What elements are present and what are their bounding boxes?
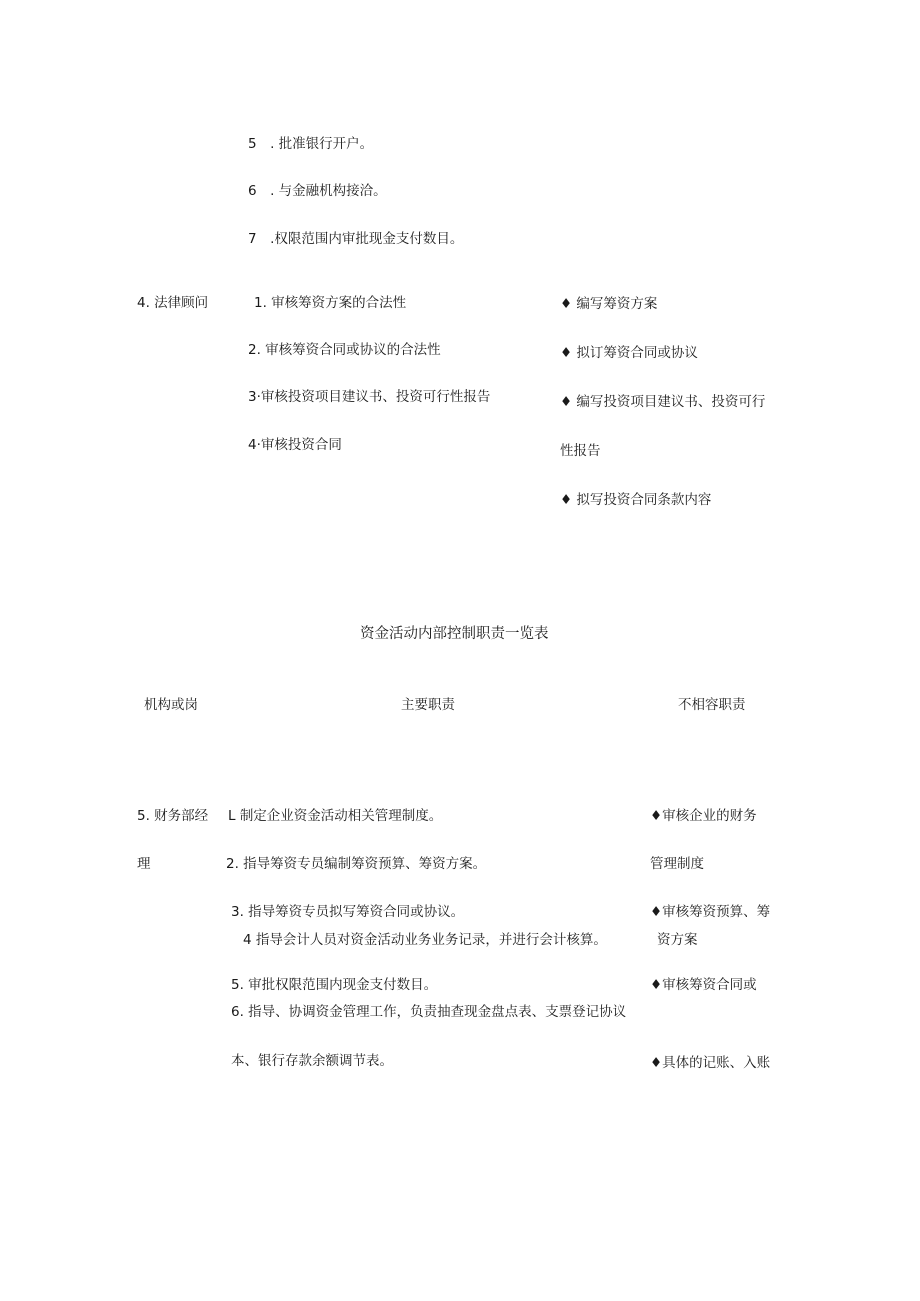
role-finance-manager: 5. 财务部经 xyxy=(137,808,209,824)
finance-incompatible-1-cont: 管理制度 xyxy=(650,856,704,872)
header-role: 机构或岗 xyxy=(144,697,198,713)
list-item-7: 7 .权限范围内审批现金支付数目。 xyxy=(248,231,464,247)
legal-duty-4: 4·审核投资合同 xyxy=(248,437,342,453)
legal-duty-1: 1. 审核筹资方案的合法性 xyxy=(254,295,407,311)
role-finance-manager-cont: 理 xyxy=(137,856,151,872)
finance-duty-4: 4 指导会计人员对资金活动业务业务记录，并进行会计核算。 xyxy=(243,932,607,948)
legal-incompatible-4: ♦ 拟写投资合同条款内容 xyxy=(560,492,712,508)
finance-duty-2: 2. 指导筹资专员编制筹资预算、筹资方案。 xyxy=(226,856,487,872)
legal-incompatible-2: ♦ 拟订筹资合同或协议 xyxy=(560,345,698,361)
finance-duty-6-cont: 本、银行存款余额调节表。 xyxy=(231,1053,393,1069)
legal-duty-3: 3·审核投资项目建议书、投资可行性报告 xyxy=(248,389,491,405)
header-incompatible: 不相容职责 xyxy=(678,697,746,713)
finance-incompatible-2-cont: 资方案 xyxy=(657,932,698,948)
finance-duty-6: 6. 指导、协调资金管理工作，负责抽查现金盘点表、支票登记协议 xyxy=(231,1004,627,1020)
finance-duty-1: L 制定企业资金活动相关管理制度。 xyxy=(228,808,443,824)
legal-incompatible-1: ♦ 编写筹资方案 xyxy=(560,296,658,312)
legal-incompatible-3: ♦ 编写投资项目建议书、投资可行 xyxy=(560,394,766,410)
finance-incompatible-4: ♦具体的记账、入账 xyxy=(650,1055,771,1071)
finance-incompatible-3: ♦审核筹资合同或 xyxy=(650,977,757,993)
finance-incompatible-1: ♦审核企业的财务 xyxy=(650,808,757,824)
list-item-6: 6 . 与金融机构接洽。 xyxy=(248,183,387,199)
table-title: 资金活动内部控制职责一览表 xyxy=(360,626,549,642)
legal-duty-2: 2. 审核筹资合同或协议的合法性 xyxy=(248,342,441,358)
list-item-5: 5 . 批准银行开户。 xyxy=(248,136,374,152)
finance-incompatible-2: ♦审核筹资预算、筹 xyxy=(650,904,771,920)
legal-incompatible-3-cont: 性报告 xyxy=(560,443,601,459)
finance-duty-3: 3. 指导筹资专员拟写筹资合同或协议。 xyxy=(231,904,465,920)
role-legal-counsel: 4. 法律顾问 xyxy=(137,295,209,311)
header-duties: 主要职责 xyxy=(401,697,455,713)
finance-duty-5: 5. 审批权限范围内现金支付数目。 xyxy=(231,977,438,993)
